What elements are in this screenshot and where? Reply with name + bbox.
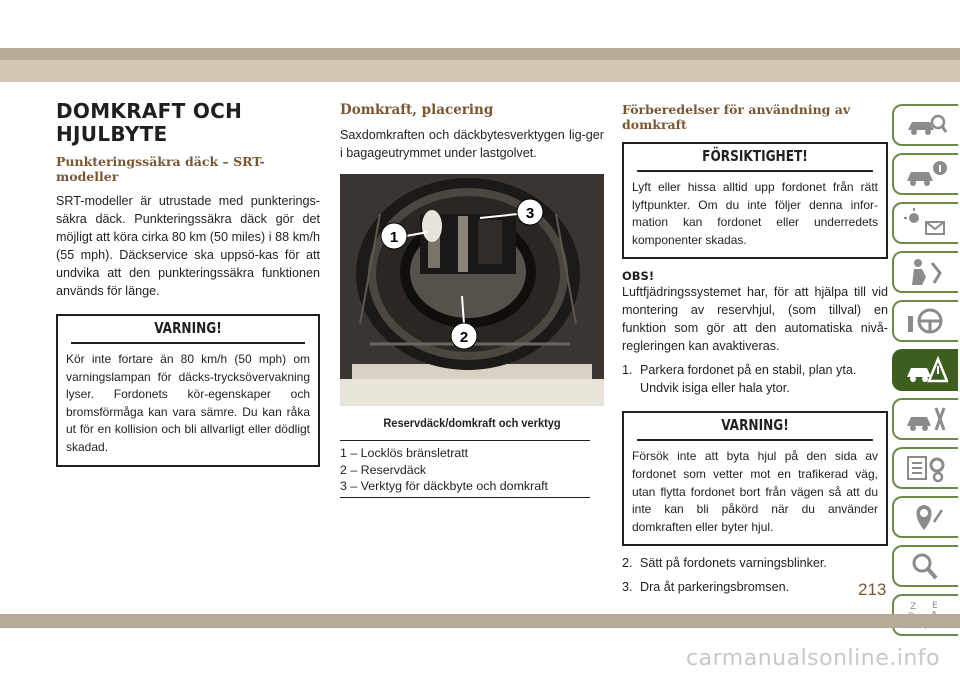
title-line-1: DOMKRAFT OCH bbox=[56, 99, 243, 123]
title-line-2: HJULBYTE bbox=[56, 122, 168, 146]
jack-location-paragraph: Saxdomkraften och däckbytesverktygen lig-ger i bagageutrymmet under lastgolvet. bbox=[340, 128, 604, 160]
warning-heading: VARNING! bbox=[637, 413, 873, 441]
callout-2: 2 bbox=[459, 329, 469, 346]
legend-bottom-rule bbox=[340, 497, 590, 498]
tab-car-magnifier[interactable] bbox=[892, 104, 958, 146]
spare-tire-photo bbox=[340, 174, 604, 406]
step-text: Dra åt parkeringsbromsen. bbox=[640, 580, 790, 595]
tab-hazard-car[interactable] bbox=[892, 349, 958, 391]
warning-heading: VARNING! bbox=[71, 316, 305, 344]
page-title bbox=[56, 100, 320, 146]
tab-steering-wheel[interactable] bbox=[892, 300, 958, 342]
lights-message-icon bbox=[904, 208, 948, 238]
column-2 bbox=[340, 100, 604, 498]
caution-box bbox=[622, 142, 888, 259]
top-band-light bbox=[0, 60, 960, 82]
warning-box-traffic bbox=[622, 411, 888, 546]
step-continuation: Undvik isiga eller hala ytor. bbox=[640, 381, 790, 396]
tab-car-wrench[interactable] bbox=[892, 398, 958, 440]
tab-lights-message[interactable] bbox=[892, 202, 958, 244]
car-wrench-icon bbox=[904, 404, 948, 434]
search-icon bbox=[904, 551, 948, 581]
car-info-icon bbox=[904, 159, 948, 189]
step-1 bbox=[622, 361, 888, 397]
warning-box-speed bbox=[56, 314, 320, 467]
step-number: 2. bbox=[622, 556, 633, 571]
bottom-band bbox=[0, 614, 960, 628]
legend-item: 2 – Reservdäck bbox=[340, 462, 427, 477]
figure-caption: Reservdäck/domkraft och verktyg bbox=[383, 416, 561, 430]
tab-car-info[interactable] bbox=[892, 153, 958, 195]
legend-item: 1 – Locklös bränsletratt bbox=[340, 446, 469, 460]
top-band bbox=[0, 48, 960, 60]
step-number: 3. bbox=[622, 580, 633, 595]
figure-legend bbox=[340, 441, 604, 495]
note-text: Luftfjädringssystemet har, för att hjälpa till vid montering av reservhjul, (som tillval) en funktion som gör att den automatiska nivå-regleringen kan avaktiveras. bbox=[622, 285, 888, 354]
section-heading-preparation: Förberedelser för användning av domkraft bbox=[622, 102, 851, 132]
tab-specs-gears[interactable] bbox=[892, 447, 958, 489]
callout-1: 1 bbox=[389, 229, 399, 246]
specs-gears-icon bbox=[904, 453, 948, 483]
step-text: Parkera fordonet på en stabil, plan yta. bbox=[640, 363, 857, 378]
chapter-tabs bbox=[892, 104, 960, 643]
column-3 bbox=[622, 100, 888, 596]
step-number: 1. bbox=[622, 363, 633, 378]
caution-text: Lyft eller hissa alltid upp fordonet från rätt lyftpunkter. Om du inte följer denna infor-mation kan fordonet eller underredets komponenter skadas. bbox=[632, 180, 878, 247]
section-heading-jack-location: Domkraft, placering bbox=[340, 102, 494, 118]
callout-3: 3 bbox=[525, 205, 535, 222]
page-number: 213 bbox=[858, 580, 887, 599]
person-airbag-icon bbox=[904, 257, 948, 287]
legend-item: 3 – Verktyg för däckbyte och domkraft bbox=[340, 479, 548, 493]
tab-person-airbag[interactable] bbox=[892, 251, 958, 293]
callout-overlay bbox=[340, 174, 604, 406]
tab-search[interactable] bbox=[892, 545, 958, 587]
step-2 bbox=[622, 554, 888, 572]
warning-text: Kör inte fortare än 80 km/h (50 mph) om varningslampan för däcks-trycksövervakning lyser. Fordonets kör-egenskaper och bromsförmåga kan vara sämre. Du kan råka ut för en kollision och bli allvarligt eller dödligt skadad. bbox=[66, 352, 310, 454]
svg-text:E: E bbox=[932, 601, 938, 611]
caution-heading: FÖRSIKTIGHET! bbox=[637, 144, 873, 172]
svg-text:Z: Z bbox=[910, 602, 917, 612]
car-magnifier-icon bbox=[904, 110, 948, 140]
run-flat-paragraph: SRT-modeller är utrustade med punkterings-säkra däck. Punkteringssäkra däck gör det möjligt att köra cirka 80 km (50 miles) i 88 km/h (55 mph). Däckservice ska uppsö-kas för att undvika att den punkteringssäkra funktionen används för länge. bbox=[56, 194, 320, 298]
watermark: carmanualsonline.info bbox=[686, 646, 940, 671]
warning-text: Försök inte att byta hjul på den sida av fordonet som vetter mot en trafikerad väg, utan flytta fordonet bort från vägen så att du inte kan bli påkörd när du använder domkraften eller byter hjul. bbox=[632, 449, 878, 534]
hazard-car-icon bbox=[904, 355, 948, 385]
tab-map-pin[interactable] bbox=[892, 496, 958, 538]
section-heading-run-flat: Punkteringssäkra däck – SRT-modeller bbox=[56, 154, 265, 184]
column-1 bbox=[56, 100, 320, 467]
step-text: Sätt på fordonets varningsblinker. bbox=[640, 556, 827, 571]
note-label: OBS! bbox=[622, 269, 655, 284]
step-3 bbox=[622, 578, 888, 596]
map-pin-icon bbox=[904, 502, 948, 532]
steering-wheel-icon bbox=[904, 306, 948, 336]
